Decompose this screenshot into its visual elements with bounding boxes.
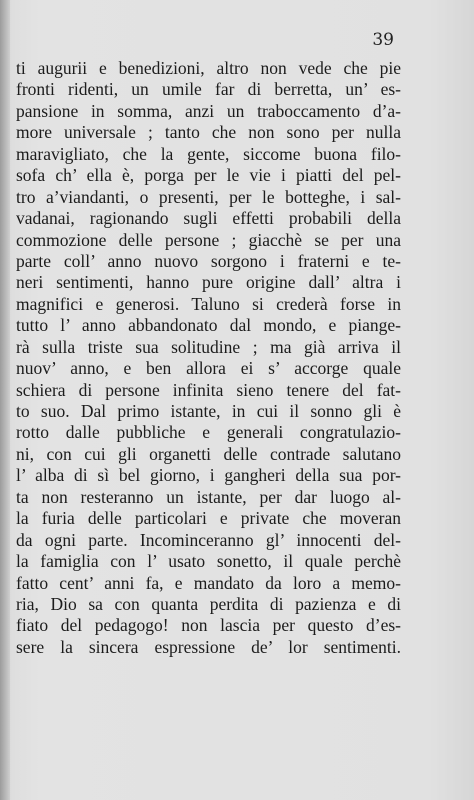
text-line: la furia delle particolari e private che moveran: [16, 508, 401, 529]
text-line: sere la sincera espressione de’ lor sentimenti.: [16, 636, 401, 657]
text-line: l’ alba di sì bel giorno, i gangheri della sua por-: [16, 465, 401, 486]
text-line: to suo. Dal primo istante, in cui il sonno gli è: [16, 401, 401, 421]
page-gutter-shadow: [0, 0, 10, 800]
text-line: commozione delle persone ; giacchè se per una: [16, 229, 401, 250]
text-line: da ogni parte. Incominceranno gl’ innocenti del-: [16, 529, 401, 550]
text-line: parte coll’ anno nuovo sorgono i fraterni e te-: [16, 250, 401, 271]
text-line: fatto cent’ anni fa, e mandato da loro a memo-: [16, 572, 401, 593]
text-line: nuov’ anno, e ben allora ei s’ accorge quale: [16, 358, 401, 379]
text-line: neri sentimenti, hanno pure origine dall’ altra i: [16, 272, 401, 293]
text-line: ta non resteranno un istante, per dar luogo al-: [16, 486, 401, 507]
text-line: fronti ridenti, un umile far di berretta, un’ es-: [16, 79, 401, 100]
text-line: ti augurii e benedizioni, altro non vede che pie: [16, 58, 401, 78]
text-line: fiato del pedagogo! non lascia per questo d’es-: [16, 615, 401, 636]
page-number: 39: [372, 30, 394, 50]
text-line: maravigliato, che la gente, siccome buona filo-: [16, 143, 401, 164]
text-line: magnifici e generosi. Taluno si crederà forse in: [16, 293, 401, 314]
text-line: pansione in somma, anzi un traboccamento d’a-: [16, 100, 401, 121]
text-line: tro a’viandanti, o presenti, per le botteghe, i sal-: [16, 186, 401, 207]
text-line: tutto l’ anno abbandonato dal mondo, e piange-: [16, 315, 401, 336]
text-line: sofa ch’ ella è, porga per le vie i piatti del pel-: [16, 165, 401, 186]
text-line: la famiglia con l’ usato sonetto, il quale perchè: [16, 551, 401, 572]
text-line: rà sulla triste sua solitudine ; ma già arriva il: [16, 336, 401, 357]
text-line: schiera di persone infinita sieno tenere del fat-: [16, 379, 401, 400]
text-line: ni, con cui gli organetti delle contrade salutano: [16, 443, 401, 464]
body-text: [16, 58, 401, 658]
text-line: vadanai, ragionando sugli effetti probabili della: [16, 208, 401, 229]
text-line: more universale ; tanto che non sono per nulla: [16, 122, 401, 143]
text-line: rotto dalle pubbliche e generali congratulazio-: [16, 422, 401, 443]
text-line: ria, Dio sa con quanta perdita di pazienza e di: [16, 593, 401, 614]
